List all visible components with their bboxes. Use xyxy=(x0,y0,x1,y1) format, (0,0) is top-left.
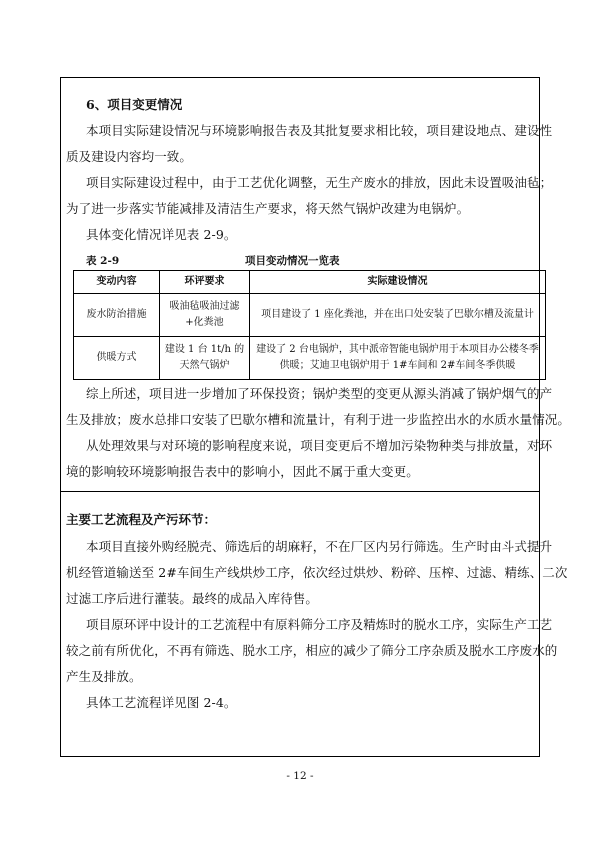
table-cell: 建设 1 台 1t/h 的天然气锅炉 xyxy=(160,337,250,380)
paragraph-line: 本项目实际建设情况与环境影响报告表及其批复要求相比较，项目建设地点、建设性 xyxy=(86,123,553,138)
paragraph-line: 生及排放；废水总排口安装了巴歇尔槽和流量计，有利于进一步监控出水的水质水量情况。 xyxy=(66,412,571,427)
paragraph-line: 综上所述，项目进一步增加了环保投资；锅炉类型的变更从源头消减了锅炉烟气的产 xyxy=(86,386,553,401)
table-row xyxy=(74,337,546,380)
page-number: - 12 - xyxy=(286,770,314,782)
paragraph-line: 项目实际建设过程中，由于工艺优化调整，无生产废水的排放，因此未设置吸油毡； xyxy=(86,175,553,190)
table-header-row xyxy=(74,271,546,294)
table-header-cell: 环评要求 xyxy=(160,271,250,294)
table-cell: 废水防治措施 xyxy=(74,294,160,337)
paragraph-line: 从处理效果与对环境的影响程度来说，项目变更后不增加污染物种类与排放量，对环 xyxy=(86,438,553,453)
paragraph-line: 质及建设内容均一致。 xyxy=(66,149,193,164)
table-cell: 建设了 2 台电锅炉，其中派帝智能电锅炉用于本项目办公楼冬季供暖；艾迪卫电锅炉用于 1#车间和 2#车间冬季供暖 xyxy=(250,337,546,380)
change-table xyxy=(73,270,546,380)
table-row xyxy=(74,294,546,337)
paragraph-line: 境的影响较环境影响报告表中的影响小，因此不属于重大变更。 xyxy=(66,464,419,479)
paragraph-line: 产生及排放。 xyxy=(66,669,142,684)
paragraph-line: 较之前有所优化，不再有筛选、脱水工序，相应的减少了筛分工序杂质及脱水工序废水的 xyxy=(66,643,558,658)
paragraph-line: 项目原环评中设计的工艺流程中有原料筛分工序及精炼时的脱水工序，实际生产工艺 xyxy=(86,617,553,632)
table-cell: 供暖方式 xyxy=(74,337,160,380)
table-title: 项目变动情况一览表 xyxy=(245,255,340,267)
table-header-cell: 实际建设情况 xyxy=(250,271,546,294)
table-label: 表 2-9 xyxy=(86,255,120,267)
section-divider xyxy=(60,491,540,492)
paragraph-line: 具体工艺流程详见图 2-4。 xyxy=(86,695,237,710)
paragraph-line: 机经管道输送至 2#车间生产线烘炒工序，依次经过烘炒、粉碎、压榨、过滤、精练、二次 xyxy=(66,565,568,580)
table-header-cell: 变动内容 xyxy=(74,271,160,294)
paragraph-line: 具体变化情况详见表 2-9。 xyxy=(86,227,237,242)
table-cell: 吸油毡吸油过滤+化粪池 xyxy=(160,294,250,337)
paragraph-line: 本项目直接外购经脱壳、筛选后的胡麻籽，不在厂区内另行筛选。生产时由斗式提升 xyxy=(86,539,553,554)
process-heading: 主要工艺流程及产污环节： xyxy=(66,512,217,527)
paragraph-line: 为了进一步落实节能减排及清洁生产要求，将天然气锅炉改建为电锅炉。 xyxy=(66,201,470,216)
table-cell: 项目建设了 1 座化粪池，并在出口处安装了巴歇尔槽及流量计 xyxy=(250,294,546,337)
section-heading: 6、项目变更情况 xyxy=(86,97,183,112)
paragraph-line: 过滤工序后进行灌装。最终的成品入库待售。 xyxy=(66,591,319,606)
